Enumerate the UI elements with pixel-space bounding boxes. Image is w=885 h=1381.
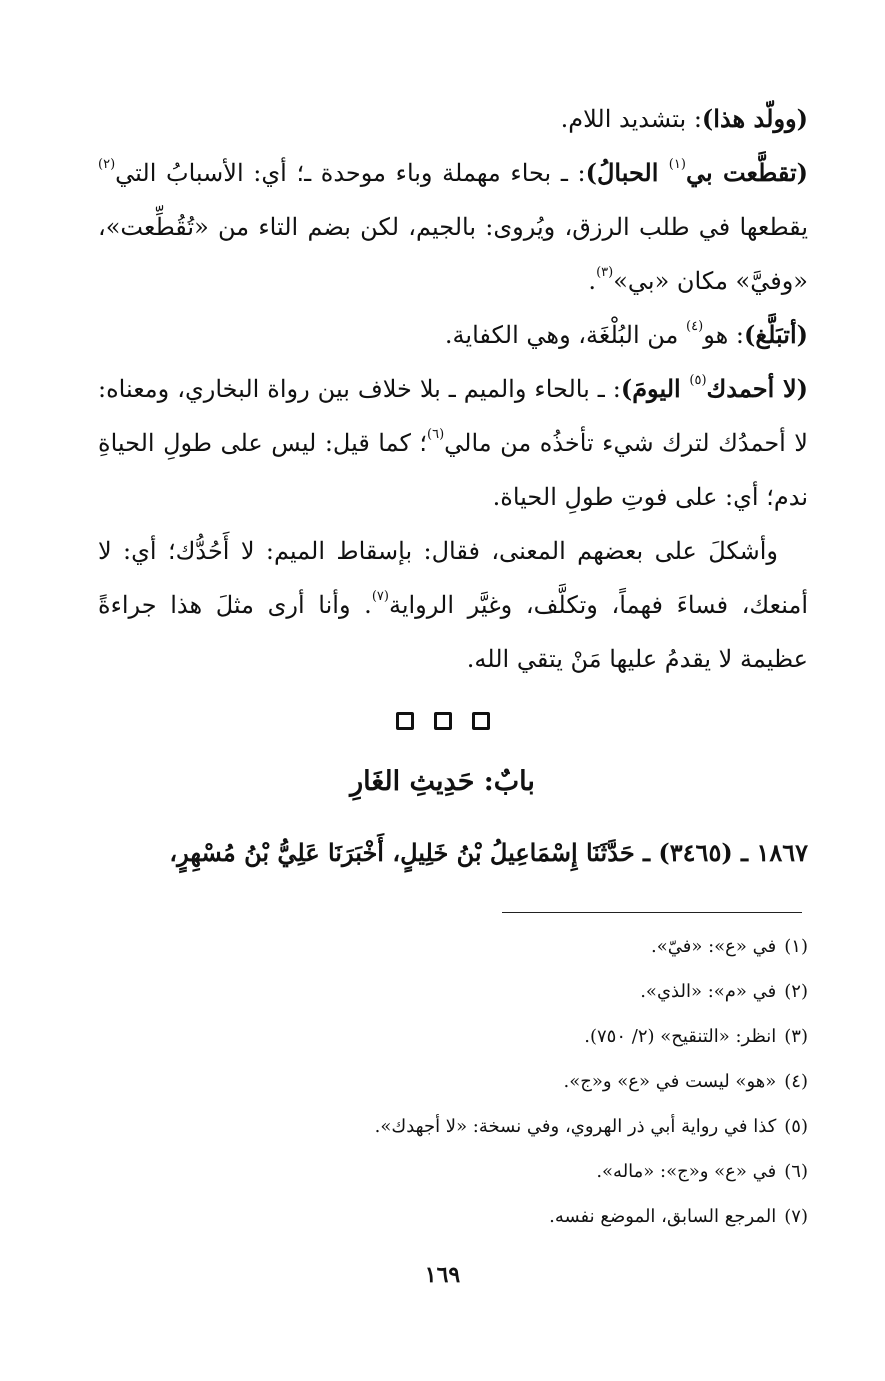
footnote-ref: (٣) [596,265,614,280]
paragraph-1 [98,92,808,146]
footnote-number: (٦) [784,1161,808,1182]
footnote-ref: (٦) [427,427,445,442]
footnote-1 [98,924,808,969]
commentary: : بتشديد اللام. [560,105,702,133]
commentary: : ـ بالحاء والميم ـ بلا خلاف بين رواة البخاري، ومعناه: لا أحمدُك لترك شيء تأخذُه من مالي [98,375,808,457]
footnote-5 [98,1104,808,1149]
footnote-ref: (٢) [98,157,116,172]
commentary: : هو [703,321,744,349]
commentary: من البُلْغَة، وهي الكفاية. [444,321,687,349]
commentary: : ـ بحاء مهملة وباء موحدة ـ؛ أي: الأسبابُ التي [115,159,586,187]
chapter-title: بابٌ: حَدِيثِ الغَارِ [350,766,535,797]
lemma: الحبالُ) [585,158,669,187]
footnote-number: (٣) [784,1026,808,1047]
square-ornament-icon [396,712,414,730]
footnote-text: انظر: «التنقيح» (٢/ ٧٥٠). [584,1026,777,1047]
commentary: يقطعها في طلب الرزق، ويُروى: بالجيم، لكن بضم التاء من «تُقُطِّعت»، «وفيَّ» مكان «بي» [98,213,808,295]
footnote-7 [98,1194,808,1239]
commentary: . [588,267,597,295]
footnote-separator [502,912,802,913]
hadith-isnad-line: ١٨٦٧ ـ (٣٤٦٥) ـ حَدَّثَنَا إِسْمَاعِيلُ بْنُ خَلِيلٍ، أَخْبَرَنَا عَلِيُّ بْنُ مُسْهِرٍ، [169,838,808,867]
paragraph-4 [98,362,808,524]
lemma: (لا أحمدك [706,374,809,403]
footnote-6 [98,1149,808,1194]
lemma: اليومَ) [620,374,690,403]
page-number: ١٦٩ [424,1262,461,1288]
lemma: (أتبَلَّغ) [743,320,808,349]
footnote-text: في «ع»: «فيّ». [651,936,777,957]
footnote-4 [98,1059,808,1104]
lemma: (تقطَّعت بي [685,158,808,187]
commentary: ؛ كما قيل: ليس على طولِ الحياةِ ندم؛ أي: على فوتِ طولِ الحياة. [98,429,808,511]
main-text [98,92,808,686]
square-ornament-icon [472,712,490,730]
footnote-text: في «م»: «الذي». [640,981,777,1002]
footnote-number: (٧) [784,1206,808,1227]
paragraph-3 [98,308,808,362]
footnote-ref: (٥) [689,373,707,388]
commentary: . وأنا أرى مثلَ هذا جراءةً عظيمة لا يقدمُ عليها مَنْ يتقي الله. [98,591,808,673]
footnote-number: (١) [784,936,808,957]
lemma: (وولّد هذا) [701,104,808,133]
footnote-ref: (٧) [371,589,389,604]
section-divider [0,712,885,730]
footnote-2 [98,969,808,1014]
footnotes [98,924,808,1239]
footnote-text: كذا في رواية أبي ذر الهروي، وفي نسخة: «لا أجهدك». [374,1116,777,1137]
footnote-text: في «ع» و«ج»: «ماله». [596,1161,777,1182]
paragraph-2 [98,146,808,308]
commentary: وأشكلَ على بعضهم المعنى، فقال: بإسقاط الميم: لا أَحُدُّك؛ أي: لا أمنعك، فساءَ فهماً، وتكلَّف، وغيَّر الرواية [98,537,809,619]
paragraph-5 [98,524,808,686]
footnote-number: (٢) [784,981,808,1002]
footnote-text: المرجع السابق، الموضع نفسه. [549,1206,777,1227]
footnote-text: «هو» ليست في «ع» و«ج». [563,1071,777,1092]
footnote-ref: (٤) [686,319,704,334]
footnote-number: (٤) [784,1071,808,1092]
footnote-ref: (١) [668,157,686,172]
footnote-number: (٥) [784,1116,808,1137]
square-ornament-icon [434,712,452,730]
footnote-3 [98,1014,808,1059]
